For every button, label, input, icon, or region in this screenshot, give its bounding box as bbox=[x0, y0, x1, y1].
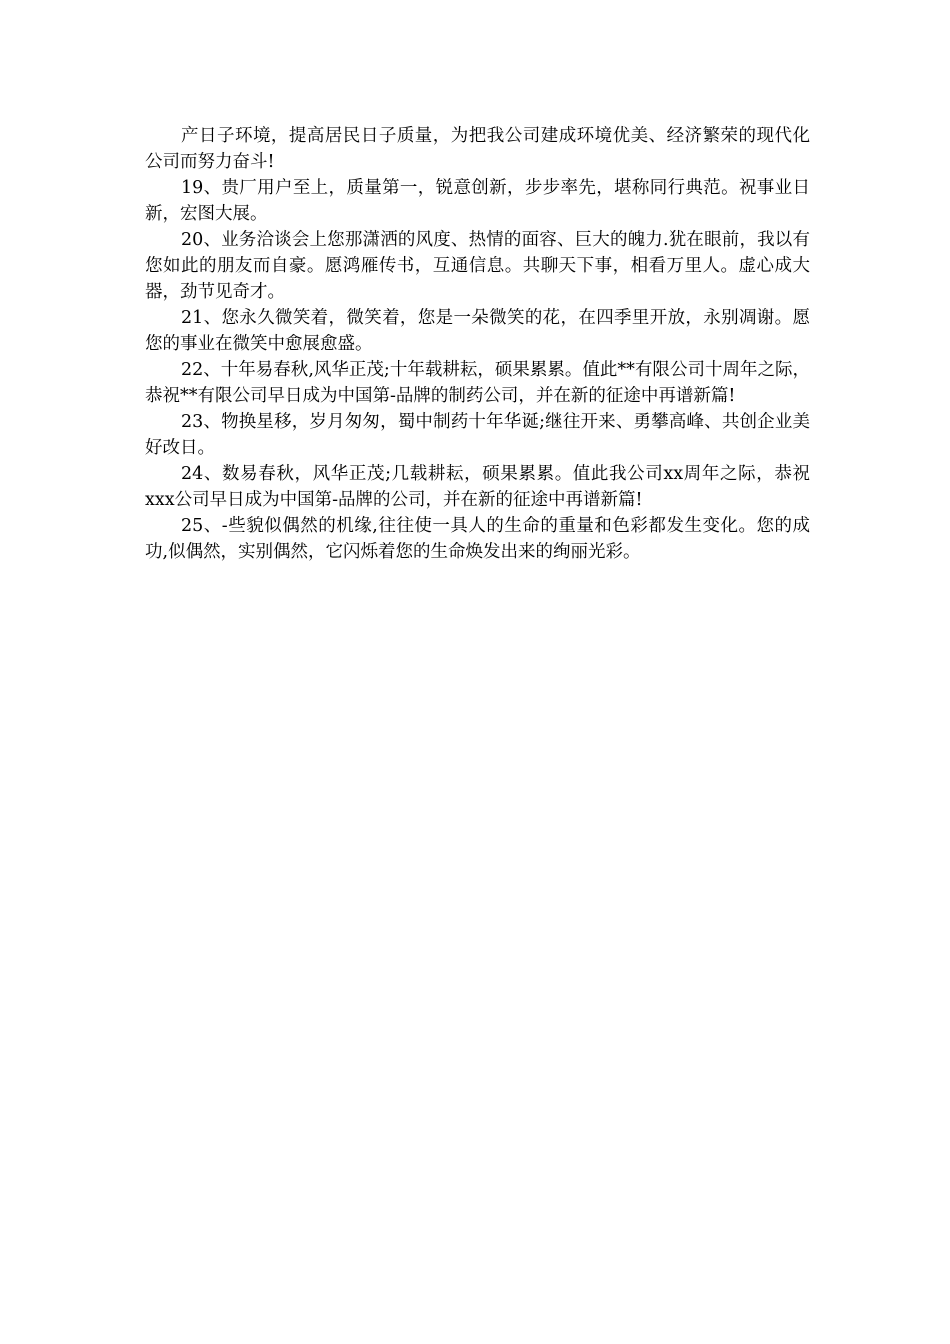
paragraph-continuation: 产日子环境，提高居民日子质量，为把我公司建成环境优美、经济繁荣的现代化公司而努力奋斗! bbox=[145, 126, 810, 172]
paragraph-19: 19、贵厂用户至上，质量第一，锐意创新，步步率先，堪称同行典范。祝事业日新，宏图大展。 bbox=[145, 178, 810, 224]
document-body bbox=[145, 123, 810, 565]
paragraph-25: 25、-些貌似偶然的机缘,往往使一具人的生命的重量和色彩都发生变化。您的成功,似偶然，实别偶然，它闪烁着您的生命焕发出来的绚丽光彩。 bbox=[145, 516, 810, 562]
paragraph-21: 21、您永久微笑着，微笑着，您是一朵微笑的花，在四季里开放，永别凋谢。愿您的事业在微笑中愈展愈盛。 bbox=[145, 308, 810, 354]
paragraph-20: 20、业务洽谈会上您那潇洒的风度、热情的面容、巨大的魄力.犹在眼前，我以有您如此的朋友而自豪。愿鸿雁传书，互通信息。共聊天下事，相看万里人。虚心成大器，劲节见奇才。 bbox=[145, 230, 810, 302]
paragraph-22: 22、十年易春秋,风华正茂;十年载耕耘，硕果累累。值此**有限公司十周年之际，恭祝**有限公司早日成为中国第-品牌的制药公司，并在新的征途中再谱新篇! bbox=[145, 360, 810, 406]
paragraph-24: 24、数易春秋，风华正茂;几载耕耘，硕果累累。值此我公司xx周年之际，恭祝xxx公司早日成为中国第-品牌的公司，并在新的征途中再谱新篇! bbox=[145, 464, 810, 510]
paragraph-23: 23、物换星移，岁月匆匆，蜀中制药十年华诞;继往开来、勇攀高峰、共创企业美好改日。 bbox=[145, 412, 810, 458]
